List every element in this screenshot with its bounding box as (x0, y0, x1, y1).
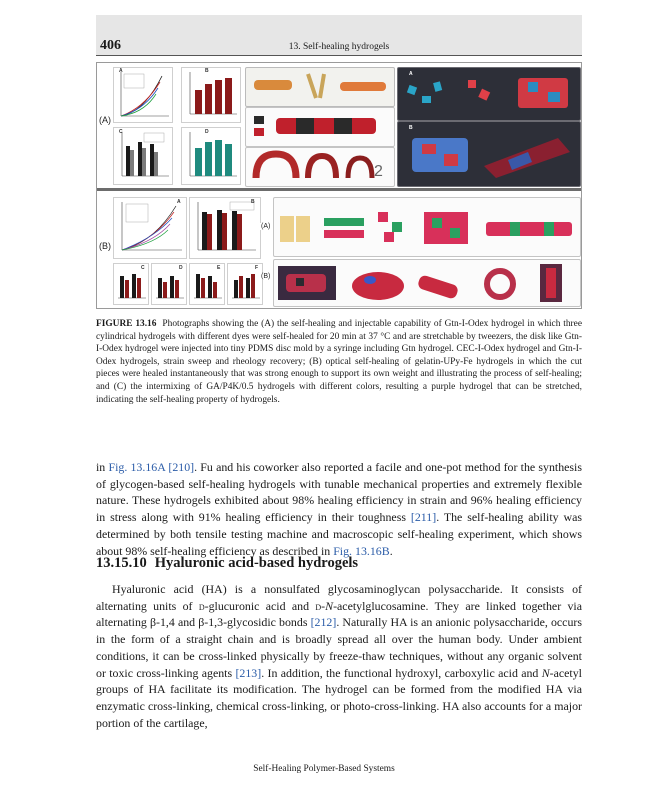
paragraph-hyaluronic (96, 581, 582, 731)
subpanel-label: C (119, 129, 123, 135)
running-header (96, 15, 582, 55)
section-title: Hyaluronic acid-based hydrogels (154, 555, 359, 571)
page-footer: Self-Healing Polymer-Based Systems (253, 764, 395, 774)
section-heading (96, 555, 358, 572)
figure-link[interactable]: Fig. 13.16B (333, 543, 390, 558)
photo-healed-block (397, 121, 581, 187)
cylinder-hydrogels-drawing (246, 68, 394, 106)
subpanel-label: A (119, 68, 123, 74)
healing-bar-plot (190, 198, 260, 258)
text-run: in (96, 460, 109, 474)
subpanel-label-b-b: (B) (261, 273, 271, 280)
stress-strain-plot-b (114, 198, 186, 258)
photo-purple-hydrogel (273, 259, 581, 307)
subpanel-label-b-a: (A) (261, 223, 271, 230)
subpanel-label: D (205, 129, 209, 135)
figure-divider (97, 188, 581, 191)
photo-gelatin-strips (273, 197, 581, 257)
chart-bars-d (181, 127, 241, 185)
chart-bars-b (181, 67, 241, 123)
striped-cylinder-drawing (246, 108, 394, 146)
paragraph-glycogen (96, 459, 582, 559)
svg-text:2: 2 (374, 163, 383, 180)
citation-link[interactable]: [213] (235, 665, 262, 680)
figure-link[interactable]: Fig. 13.16A (108, 460, 166, 474)
stress-strain-plot (114, 68, 172, 122)
caption-label: FIGURE 13.16 (96, 319, 157, 329)
text-run: -glucuronic acid and (204, 598, 316, 613)
photo-colored-fragments (397, 67, 581, 121)
photo-cylinders-stretched (245, 67, 395, 107)
subpanel-label: A (177, 199, 181, 205)
page-number: 406 (100, 38, 121, 53)
citation-link[interactable]: [210] (168, 460, 195, 474)
text-run: -acetyl groups of HA facilitate its modification. The hydrogel can be formed from the modified HA via enzymatic cross-linking, chemical cross-linking, or photo-cross-linking. HA also accounts for a major portion of the cartilage, (96, 665, 582, 730)
subpanel-label: E (217, 265, 221, 271)
text-run: . Fu and his coworker also reported a facile and one-pot method for the synthesis of glycogen-based self-healing hydrogels with tunable mechanical properties and extremely flexible nature. These hydrogels exhibited about 98% healing efficiency in strain and 96% healing efficiency in stress along with 91% healing efficiency in their toughness (96, 460, 582, 525)
text-run: -acetylglucosamine. They are linked together via alternating β-1,4 and β-1,3-glycosidic bonds (96, 598, 583, 630)
dark-bar-plot (114, 128, 172, 184)
section-number: 13.15.10 (96, 555, 147, 571)
gelatin-strips-drawing (274, 198, 580, 256)
panel-label-a: (A) (99, 115, 111, 125)
healed-block-drawing (398, 122, 580, 186)
subpanel-label: C (141, 265, 145, 271)
photo-disk-hydrogels (245, 147, 395, 187)
figure-13-16 (96, 62, 582, 309)
subpanel-label: B (409, 125, 413, 131)
text-run: . In addition, the functional hydroxyl, carboxylic acid and (261, 665, 542, 680)
italic-run: N (541, 665, 550, 680)
subpanel-label: B (205, 68, 209, 74)
small-caps-run: d (198, 598, 205, 613)
fragments-drawing (398, 68, 580, 120)
chart-stress-strain-b (113, 197, 187, 259)
chart-bars-c (113, 127, 173, 185)
chart-bars-healing (189, 197, 261, 259)
text-run: . The self-healing ability was determined by both tensile testing machine and macroscopic self-healing experiment, which shows about 98% self-healing efficiency as described in (96, 510, 582, 558)
citation-link[interactable]: [212] (310, 615, 337, 630)
text-run: . (389, 543, 393, 558)
caption-text: Photographs showing the (A) the self-healing and injectable capability of Gtn-I-Odex hydrogel in which three cylindrical hydrogels with different dyes were self-healed for 20 min at 37 °C and are stretchable by tweezers, the disk like Gtn-I-Odex hydrogel were injected into tiny PDMS disc mold by a syringe including Gtn hydrogel. CEC-I-Odex hydrogel and Gtn-I-Odex hydrogels, strain sweep and rheology recovery; (B) optical self-healing of gelatin-UPy-Fe hydrogels in which the cut pieces were healed instantaneously that was strong enough to support its own weight and illustrating the process of self-healing; and (C) the intermixing of GA/P4K/0.5 hydrogels with different colors, resulting a purple hydrogel that can be stretched, indicating the self-healing property of hydrogels. (96, 319, 582, 405)
text-run: . Naturally HA is an anionic polysaccharide, occurs in the form of a straight chain and is broadly spread all over the human body. Under ambient conditions, it can be cross-linked physically by freeze-thaw techniques, without any organic solvent or toxic cross-linking agents (96, 615, 582, 680)
photo-red-black-cylinder (245, 107, 395, 147)
running-title: 13. Self-healing hydrogels (288, 42, 390, 52)
figure-caption (96, 318, 582, 406)
red-bar-plot (182, 68, 240, 122)
horseshoe-hydrogels-drawing (246, 148, 394, 186)
subpanel-label: F (255, 265, 259, 271)
subpanel-label: A (409, 71, 413, 77)
small-caps-run: d (315, 598, 322, 613)
purple-hydrogel-drawing (274, 260, 580, 306)
teal-bar-plot (182, 128, 240, 184)
text-run: - (321, 598, 326, 613)
citation-link[interactable]: [211] (410, 510, 437, 525)
text-run: Hyaluronic acid (HA) is a nonsulfated glycosaminoglycan polysaccharide. It consists of alternating units of (96, 582, 582, 613)
subpanel-label: D (179, 265, 183, 271)
header-rule (96, 55, 582, 56)
chart-stress-strain-a (113, 67, 173, 123)
italic-run: N (325, 598, 334, 613)
subpanel-label: B (251, 199, 255, 205)
panel-label-b: (B) (99, 241, 111, 251)
